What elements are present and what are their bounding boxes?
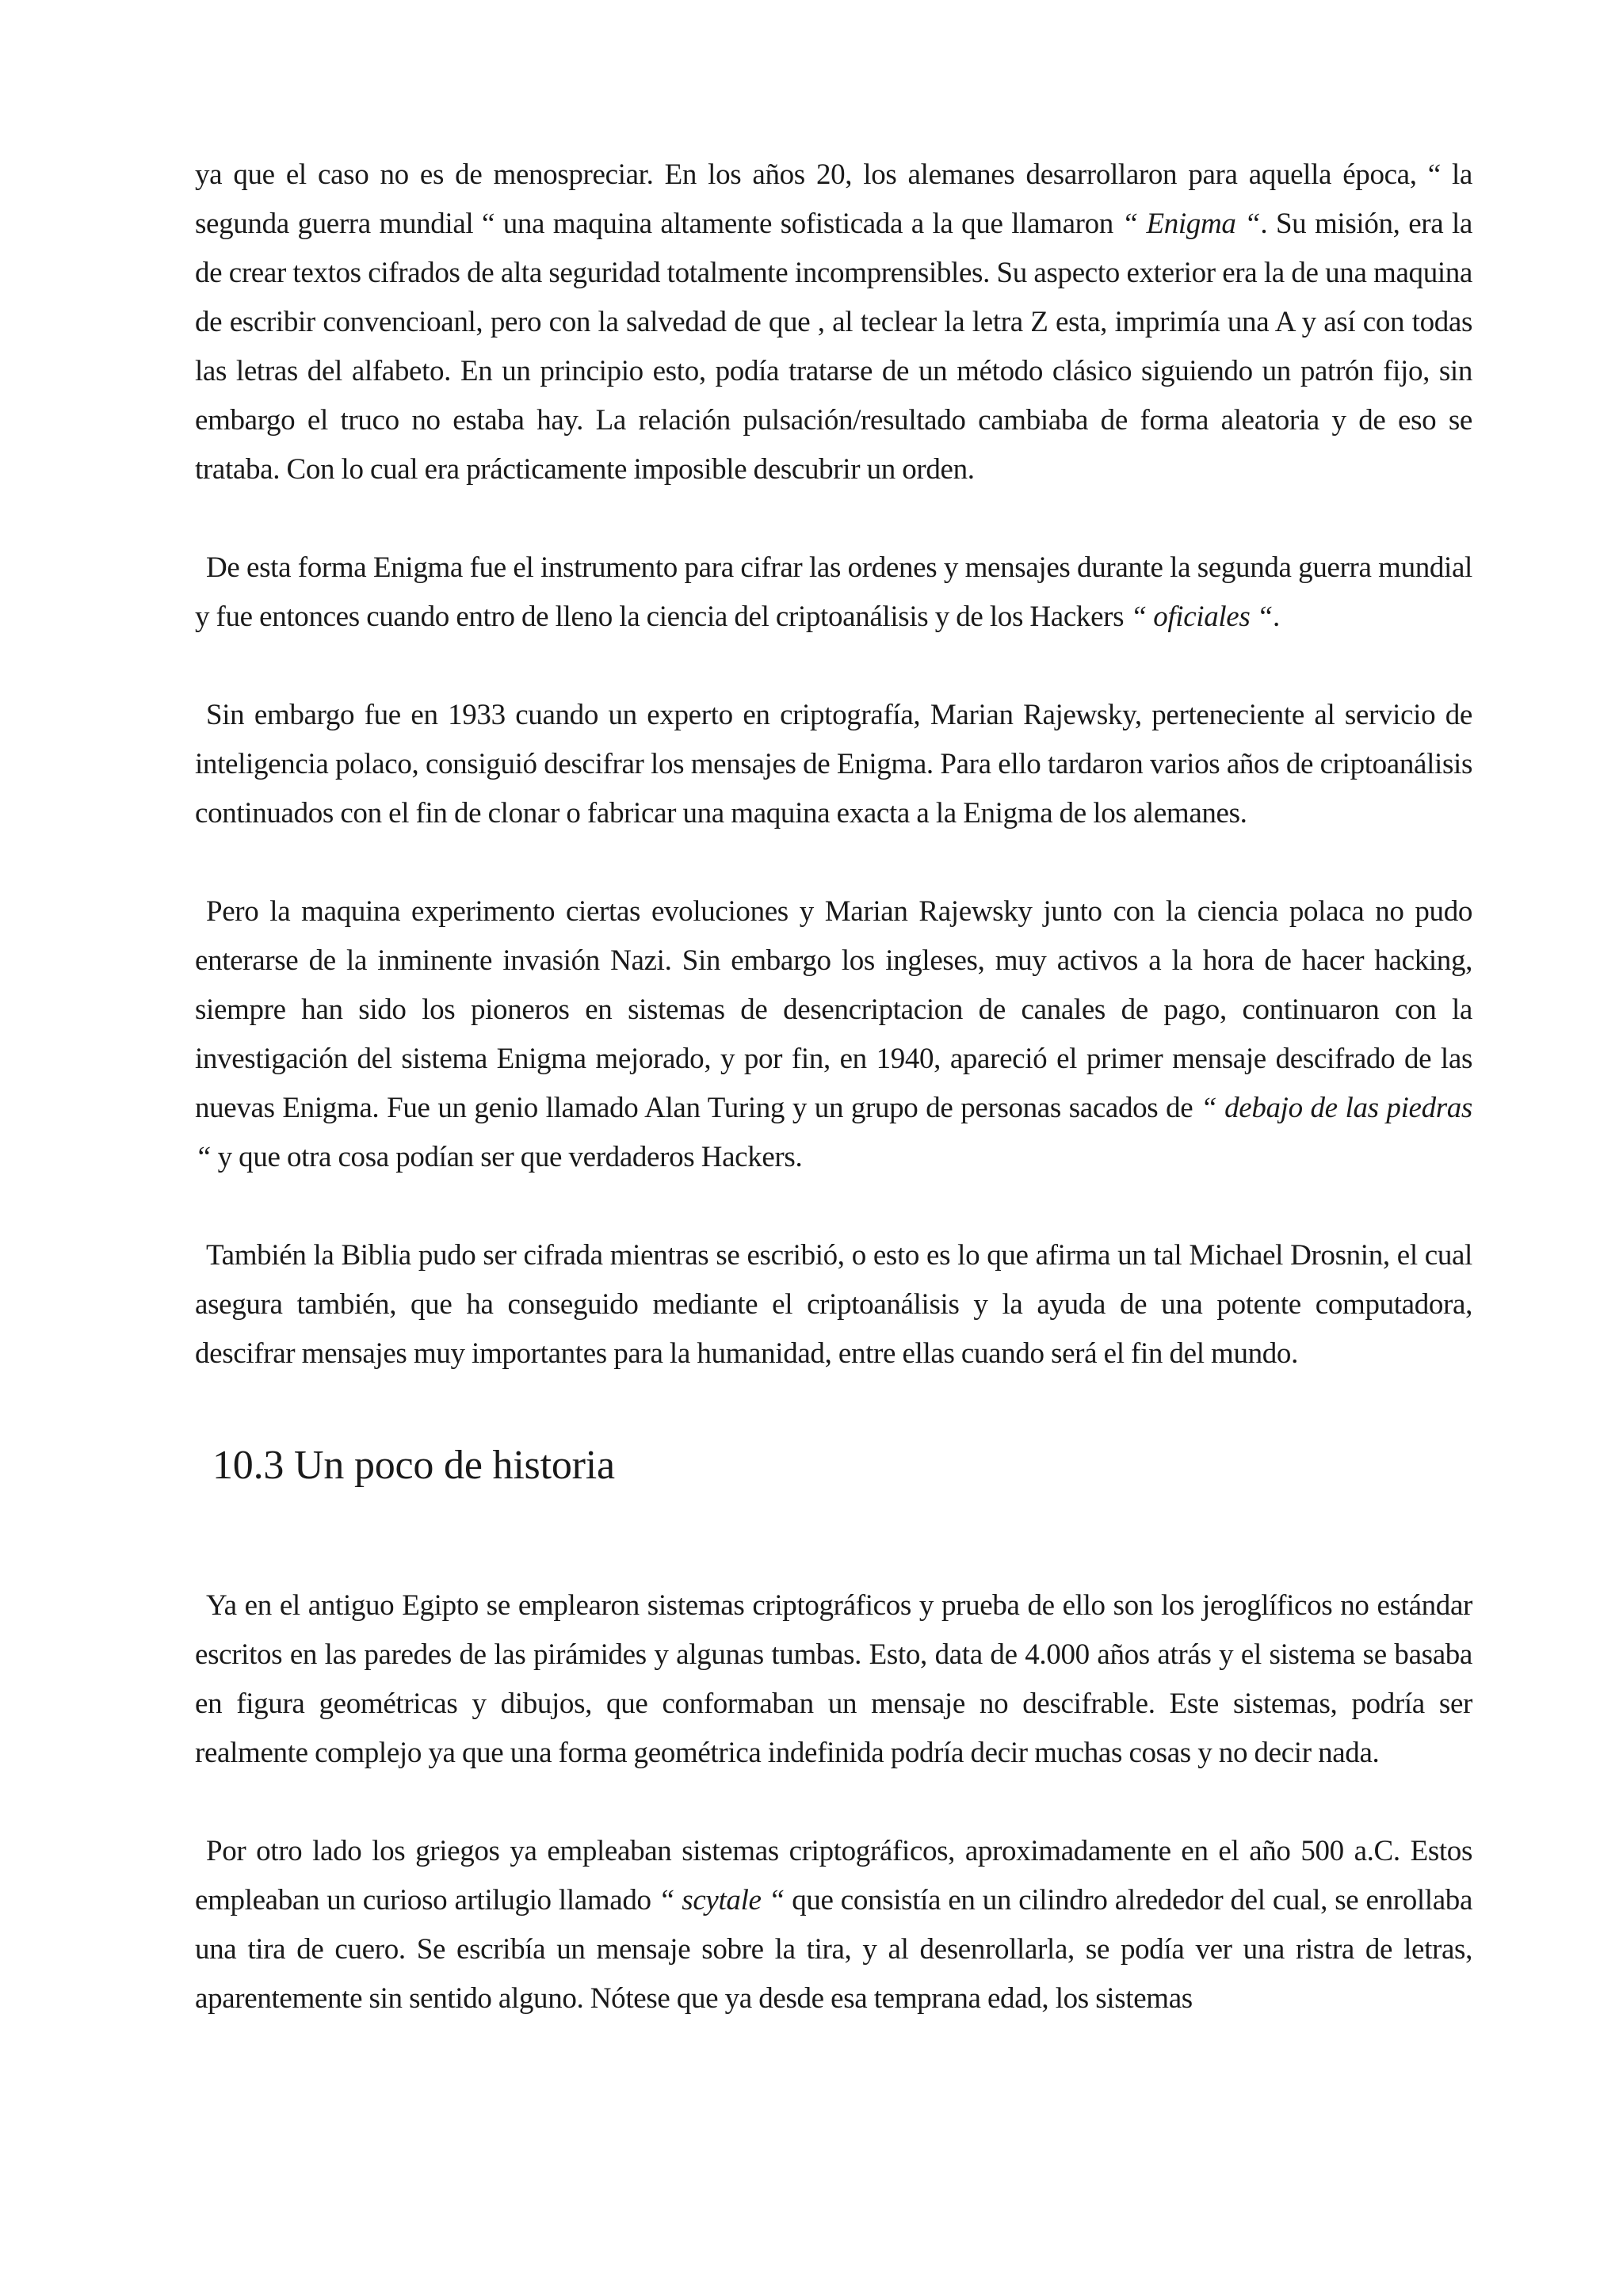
body-text-after-heading bbox=[195, 1581, 1472, 2023]
paragraph bbox=[195, 887, 1472, 1182]
paragraph-text: De esta forma Enigma fue el instrumento para cifrar las ordenes y mensajes durante la segunda guerra mundial y fue entonces cuando entro de lleno la ciencia del criptoanálisis y de los Hackers bbox=[195, 551, 1472, 633]
italic-term: “ oficiales “ bbox=[1130, 601, 1274, 633]
paragraph-text: que consistía en un cilindro alrededor del cual, se enrollaba una tira de cuero. Se escribía un mensaje sobre la tira, y al desenrollarla, se podía ver una ristra de letras, aparentemente sin sentido alguno. Nótese que ya desde esa temprana edad, los sistemas bbox=[195, 1884, 1473, 2015]
section-heading: 10.3 Un poco de historia bbox=[212, 1443, 615, 1488]
paragraph-text: y que otra cosa podían ser que verdaderos Hackers. bbox=[211, 1141, 803, 1173]
paragraph bbox=[195, 543, 1472, 642]
italic-term: “ scytale “ bbox=[658, 1884, 785, 1917]
paragraph-text: Por otro lado los griegos ya empleaban sistemas criptográficos, aproximadamente en el año 500 a.C. Estos empleaban un curioso artilugio llamado bbox=[195, 1835, 1472, 1917]
paragraph-text: . Su misión, era la de crear textos cifrados de alta seguridad totalmente incomprensibles. Su aspecto exterior era la de una maquina de escribir convencioanl, pero con la salvedad de que , al teclear la letra Z esta, imprimía una A y así con todas las letras del alfabeto. En un principio esto, podía tratarse de un método clásico siguiendo un patrón fijo, sin embargo el truco no estaba hay. La relación pulsación/resultado cambiaba de forma aleatoria y de eso se trataba. Con lo cual era prácticamente imposible descubrir un orden. bbox=[195, 208, 1472, 486]
paragraph bbox=[195, 691, 1472, 838]
paragraph bbox=[195, 151, 1472, 494]
paragraph bbox=[195, 1827, 1472, 2023]
italic-term: “ Enigma “ bbox=[1121, 208, 1261, 240]
paragraph-text: Pero la maquina experimento ciertas evoluciones y Marian Rajewsky junto con la ciencia polaca no pudo enterarse de la inminente invasión Nazi. Sin embargo los ingleses, muy activos a la hora de hacer hacking, siempre han sido los pioneros en sistemas de desencriptacion de canales de pago, continuaron con la investigación del sistema Enigma mejorado, y por fin, en 1940, apareció el primer mensaje descifrado de las nuevas Enigma. Fue un genio llamado Alan Turing y un grupo de personas sacados de bbox=[195, 895, 1472, 1124]
paragraph bbox=[195, 1581, 1472, 1778]
italic-term: “ debajo de las piedras “ bbox=[195, 1092, 1472, 1173]
paragraph-text: ya que el caso no es de menospreciar. En los años 20, los alemanes desarrollaron para aquella época, “ la segunda guerra mundial “ una maquina altamente sofisticada a la que llamaron bbox=[195, 158, 1472, 240]
paragraph-text: . bbox=[1273, 601, 1280, 633]
document-page bbox=[195, 151, 1472, 2073]
paragraph-text: También la Biblia pudo ser cifrada mientras se escribió, o esto es lo que afirma un tal Michael Drosnin, el cual asegura también, que ha conseguido mediante el criptoanálisis y la ayuda de una potente computadora, descifrar mensajes muy importantes para la humanidad, entre ellas cuando será el fin del mundo. bbox=[195, 1239, 1472, 1370]
paragraph-text: Ya en el antiguo Egipto se emplearon sistemas criptográficos y prueba de ello son los jeroglíficos no estándar escritos en las paredes de las pirámides y algunas tumbas. Esto, data de 4.000 años atrás y el sistema se basaba en figura geométricas y dibujos, que conformaban un mensaje no descifrable. Este sistemas, podría ser realmente complejo ya que una forma geométrica indefinida podría decir muchas cosas y no decir nada. bbox=[195, 1589, 1472, 1769]
paragraph bbox=[195, 1231, 1472, 1379]
body-text-before-heading bbox=[195, 151, 1472, 1379]
paragraph-text: Sin embargo fue en 1933 cuando un experto en criptografía, Marian Rajewsky, perteneciente al servicio de inteligencia polaco, consiguió descifrar los mensajes de Enigma. Para ello tardaron varios años de criptoanálisis continuados con el fin de clonar o fabricar una maquina exacta a la Enigma de los alemanes. bbox=[195, 699, 1472, 830]
